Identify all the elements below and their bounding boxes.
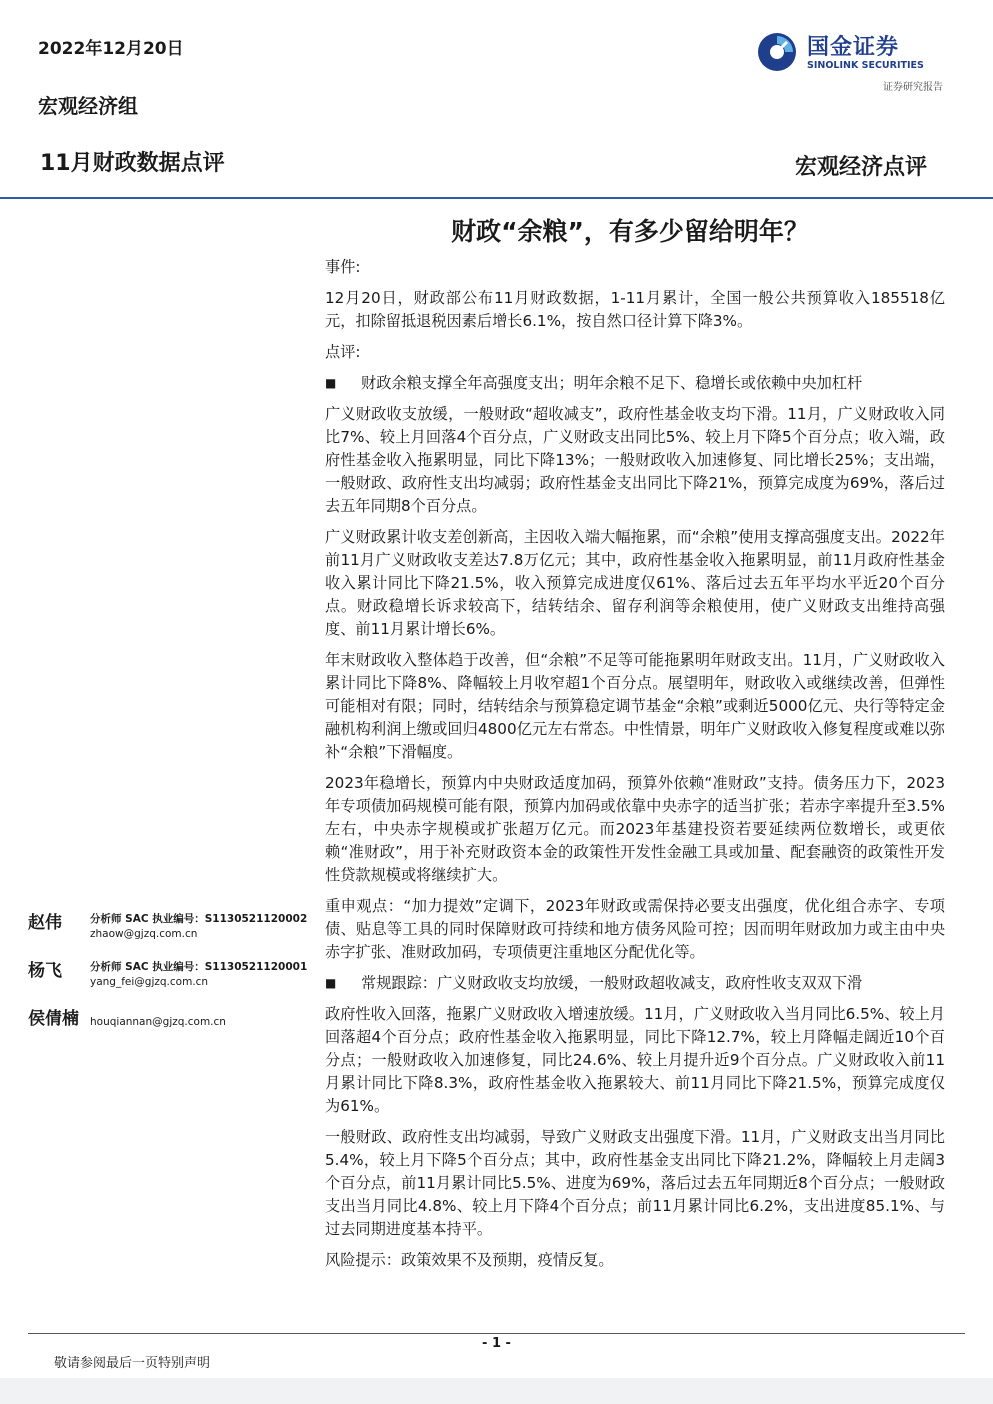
event-paragraph: 12月20日，财政部公布11月财政数据，1-11月累计，全国一般公共预算收入185518亿元，扣除留抵退税因素后增长6.1%，按自然口径计算下降3%。 [325,289,945,330]
report-title: 11月财政数据点评 [40,151,225,176]
event-label: 事件: [325,258,361,276]
body-paragraph: 政府性收入回落，拖累广义财政收入增速放缓。11月，广义财政收入当月同比6.5%、较上月回落超4个百分点；政府性基金收入拖累明显，同比下降12.7%，较上月降幅走阔近10个百分点；一般财政收入加速修复，同比24.6%、较上月提升近9个百分点。广义财政收入前11月累计同比下降8.3%，政府性基金收入拖累较大、前11月同比下降21.5%，预算完成度仅为61%。 [325,1005,945,1115]
analyst-email[interactable]: zhaow@gjzq.com.cn [90,928,198,940]
analyst-cert-label: 分析师 SAC 执业编号： [90,913,205,925]
logo-chinese-name: 国金证券 [807,35,900,60]
page-number: - 1 - [482,1336,511,1351]
report-type: 宏观经济点评 [794,155,927,180]
sinolink-logo-icon [757,32,797,72]
body-paragraph: 2023年稳增长，预算内中央财政适度加码，预算外依赖“准财政”支持。债务压力下，2023年专项债加码规模可能有限，预算内加码或依靠中央赤字的适当扩张；若赤字率提升至3.5%左右，中央赤字规模或扩张超万亿元。而2023年基建投资若要延续两位数增长，或更依赖“准财政”，用于补充财政资本金的政策性开发性金融工具或加量、配套融资的政策性开发性贷款规模或将继续扩大。 [325,774,945,884]
company-logo [757,30,947,98]
report-date: 2022年12月20日 [38,39,184,59]
square-bullet-icon: ■ [325,976,337,990]
analyst-cert: S1130521120001 [204,961,308,973]
body-paragraph: 广义财政收支放缓，一般财政“超收减支”，政府性基金收支均下滑。11月，广义财政收入同比7%、较上月回落4个百分点，广义财政支出同比5%、较上月下降5个百分点；收入端，政府性基金收入拖累明显，同比下降13%；一般财政收入加速修复、同比增长25%；支出端，一般财政、政府性支出均减弱；政府性基金支出同比下降21%，预算完成度为69%，落后过去五年同期8个百分点。 [325,405,945,515]
headline: 财政“余粮”，有多少留给明年？ [451,217,809,246]
disclaimer-note: 敬请参阅最后一页特别声明 [54,1356,211,1371]
analyst-cert: S1130521120002 [204,913,308,925]
section-heading: 常规跟踪：广义财政收支均放缓，一般财政超收减支，政府性收支双双下滑 [361,974,863,992]
analyst-name: 侯倩楠 [28,1009,79,1029]
body-paragraph: 一般财政、政府性支出均减弱，导致广义财政支出强度下滑。11月，广义财政支出当月同比5.4%，较上月下降5个百分点；其中，政府性基金支出同比下降21.2%，降幅较上月走阔3个百分点，前11月累计同比5.5%、进度为69%，落后过去五年同期近8个百分点；一般财政支出当月同比4.8%、较上月下降4个百分点；前11月累计同比6.2%，支出进度85.1%、与过去同期进度基本持平。 [325,1128,945,1238]
analyst-info [90,912,307,942]
comment-label: 点评: [325,343,361,361]
body-paragraph: 重申观点：“加力提效”定调下，2023年财政或需保持必要支出强度，优化组合赤字、专项债、贴息等工具的同时保障财政可持续和地方债务风险可控；因而明年财政加力或主由中央赤字扩张、准财政加码，专项债更注重地区分配优化等。 [325,897,945,961]
analyst-name: 赵伟 [28,913,62,933]
analyst-email[interactable]: houqiannan@gjzq.com.cn [90,1016,226,1028]
analyst-email[interactable]: yang_fei@gjzq.com.cn [90,976,209,988]
footer-divider [28,1333,965,1334]
section-heading: 财政余粮支撑全年高强度支出；明年余粮不足下、稳增长或依赖中央加杠杆 [361,374,863,392]
section-bullet [325,372,945,395]
report-body [325,256,945,1280]
risk-warning: 风险提示：政策效果不及预期，疫情反复。 [325,1251,614,1269]
logo-english-name: SINOLINK SECURITIES [807,60,924,71]
department-name: 宏观经济组 [38,94,138,118]
section-bullet [325,972,945,995]
page-bottom-band [0,1378,993,1404]
logo-subtitle: 证券研究报告 [883,82,943,93]
body-paragraph: 广义财政累计收支差创新高，主因收入端大幅拖累，而“余粮”使用支撑高强度支出。2022年前11月广义财政收支差达7.8万亿元；其中，政府性基金收入拖累明显，前11月政府性基金收入累计同比下降21.5%，收入预算完成进度仅61%、落后过去五年平均水平近20个百分点。财政稳增长诉求较高下，结转结余、留存利润等余粮使用，使广义财政支出维持高强度、前11月累计增长6%。 [325,528,945,638]
analyst-name: 杨飞 [28,961,62,981]
analyst-cert-label: 分析师 SAC 执业编号： [90,961,205,973]
square-bullet-icon: ■ [325,376,337,390]
analyst-info [90,1015,226,1030]
analyst-info [90,960,307,990]
body-paragraph: 年末财政收入整体趋于改善，但“余粮”不足等可能拖累明年财政支出。11月，广义财政收入累计同比下降8%、降幅较上月收窄超1个百分点。展望明年，财政收入或继续改善，但弹性可能相对有限；同时，结转结余与预算稳定调节基金“余粮”或剩近5000亿元、央行等特定金融机构利润上缴或回归4800亿元左右常态。中性情景，明年广义财政收入修复程度或难以弥补“余粮”下滑幅度。 [325,651,945,761]
header-divider [0,197,993,199]
